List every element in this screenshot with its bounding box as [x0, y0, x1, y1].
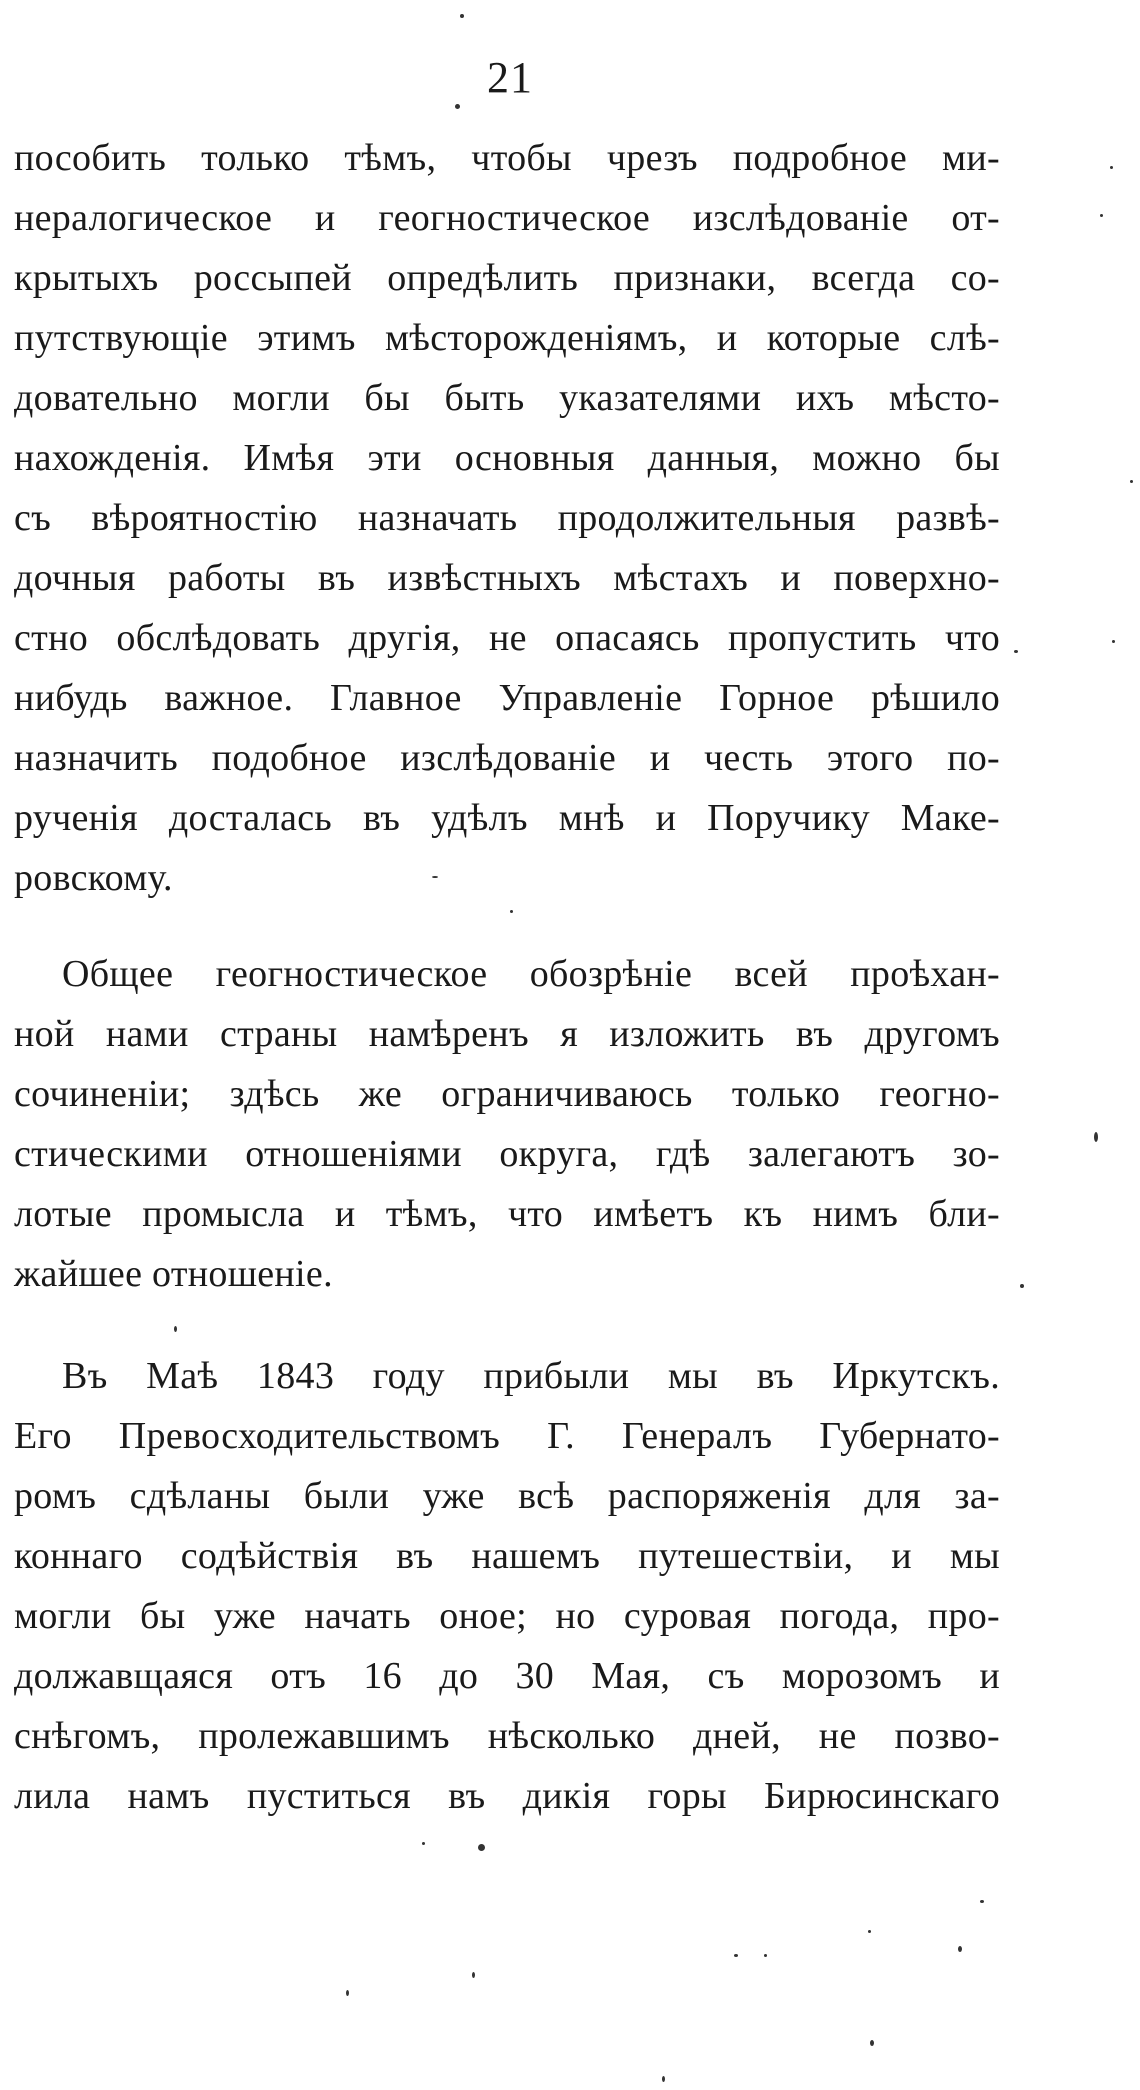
scan-speck [662, 2076, 665, 2082]
paragraph-1-line-4: путствующіе этимъ мѣсторожденіямъ, и которые слѣ- [14, 317, 1000, 359]
scan-speck [510, 910, 513, 913]
paragraph-2-line-6: жайшее отношеніе. [14, 1253, 333, 1295]
paragraph-3-line-3: ромъ сдѣланы были уже всѣ распоряженія для за- [14, 1475, 1000, 1517]
scan-speck [1094, 1132, 1098, 1142]
paragraph-3-line-8: лила намъ пуститься въ дикія горы Бирюсинскаго [14, 1775, 1000, 1817]
paragraph-1-line-6: нахожденія. Имѣя эти основныя данныя, можно бы [14, 437, 1000, 479]
paragraph-1-line-7: съ вѣроятностію назначать продолжительныя развѣ- [14, 497, 1000, 539]
paragraph-1-line-8: дочныя работы въ извѣстныхъ мѣстахъ и поверхно- [14, 557, 1000, 599]
scan-speck [1020, 1284, 1024, 1288]
paragraph-1-line-12: рученія досталась въ удѣлъ мнѣ и Поручику Маке- [14, 797, 1000, 839]
paragraph-3-line-1: Въ Маѣ 1843 году прибыли мы въ Иркутскъ. [62, 1355, 1000, 1397]
paragraph-2-line-5: лотые промысла и тѣмъ, что имѣетъ къ нимъ бли- [14, 1193, 1000, 1235]
paragraph-3-line-6: должавщаяся отъ 16 до 30 Мая, съ морозомъ и [14, 1655, 1000, 1697]
scan-speck [1100, 214, 1103, 217]
page-number: 21 [487, 53, 533, 102]
paragraph-3-line-7: снѣгомъ, пролежавшимъ нѣсколько дней, не позво- [14, 1715, 1000, 1757]
paragraph-1-line-1: пособить только тѣмъ, чтобы чрезъ подробное ми- [14, 137, 1000, 179]
scan-speck [980, 1900, 984, 1903]
scan-speck [1110, 166, 1113, 169]
scan-speck [455, 104, 460, 109]
scan-speck [460, 14, 464, 18]
paragraph-2-line-1: Общее геогностическое обозрѣніе всей проѣхан- [62, 953, 1000, 995]
scan-speck [868, 1930, 871, 1933]
scan-speck [734, 1954, 738, 1957]
scan-speck [174, 1326, 177, 1332]
paragraph-1-line-13: ровскому. [14, 857, 173, 899]
scan-speck [422, 1842, 425, 1845]
paragraph-2-line-2: ной нами страны намѣренъ я изложить въ другомъ [14, 1013, 1000, 1055]
scan-speck [1130, 480, 1133, 483]
scan-speck [958, 1946, 962, 1952]
paragraph-3-line-2: Его Превосходительствомъ Г. Генералъ Губернато- [14, 1415, 1000, 1457]
paragraph-1-line-10: нибудь важное. Главное Управленіе Горное рѣшило [14, 677, 1000, 719]
scan-speck [1014, 650, 1018, 653]
scan-speck [1112, 640, 1115, 643]
paragraph-1-line-9: стно обслѣдовать другія, не опасаясь пропустить что [14, 617, 1000, 659]
paragraph-1-line-3: крытыхъ россыпей опредѣлить признаки, всегда со- [14, 257, 1000, 299]
scan-speck [478, 1844, 485, 1851]
paragraph-1-line-5: довательно могли бы быть указателями ихъ мѣсто- [14, 377, 1000, 419]
paragraph-3-line-5: могли бы уже начать оное; но суровая погода, про- [14, 1595, 1000, 1637]
paragraph-1-line-2: нералогическое и геогностическое изслѣдованіе от- [14, 197, 1000, 239]
scan-speck [472, 1972, 475, 1978]
scan-speck [432, 876, 438, 878]
paragraph-1-line-11: назначить подобное изслѣдованіе и честь этого по- [14, 737, 1000, 779]
paragraph-3-line-4: коннаго содѣйствія въ нашемъ путешествіи, и мы [14, 1535, 1000, 1577]
scan-speck [346, 1990, 349, 1996]
scan-speck [764, 1954, 767, 1957]
paragraph-2-line-3: сочиненіи; здѣсь же ограничиваюсь только геогно- [14, 1073, 1000, 1115]
scan-speck [870, 2040, 874, 2046]
paragraph-2-line-4: стическими отношеніями округа, гдѣ залегаютъ зо- [14, 1133, 1000, 1175]
